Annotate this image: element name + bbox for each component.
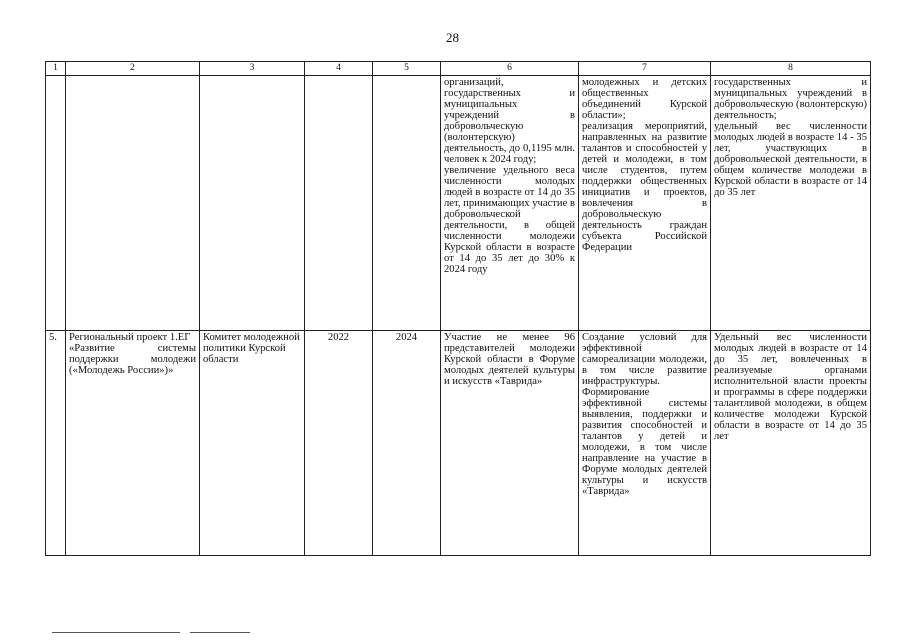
cell-start-year bbox=[305, 76, 373, 331]
page-number: 28 bbox=[446, 30, 459, 45]
header-col-4: 4 bbox=[305, 62, 373, 76]
cell-start-year: 2022 bbox=[305, 331, 373, 556]
cell-indicators: Удельный вес численности молодых людей в возрасте от 14 до 35 лет, вовлеченных в реализуемые органами исполнительной власти проекты и программы в сфере поддержки талантливой молодежи, в общем количестве молодежи Курской области в возрасте от 14 до 35 лет bbox=[711, 331, 871, 556]
continuation-row bbox=[46, 76, 871, 331]
header-col-7: 7 bbox=[579, 62, 711, 76]
header-col-1: 1 bbox=[46, 62, 66, 76]
measures-table bbox=[45, 61, 871, 556]
header-col-3: 3 bbox=[200, 62, 305, 76]
cell-result: организаций, государственных и муниципальных учреждений в добровольческую (волонтерскую) деятельность, до 0,1195 млн. человек к 2024 году; увеличение удельного веса численности молодых людей в возрасте от 14 до 35 лет, принимающих участие в добровольческой деятельности, в общей численности молодежи Курской области в возрасте от 14 до 35 лет до 30% к 2024 году bbox=[441, 76, 579, 331]
cell-number bbox=[46, 76, 66, 331]
cell-executor bbox=[200, 76, 305, 331]
cell-project bbox=[66, 76, 200, 331]
header-col-8: 8 bbox=[711, 62, 871, 76]
cell-end-year bbox=[373, 76, 441, 331]
cell-number: 5. bbox=[46, 331, 66, 556]
cell-activities: молодежных и детских общественных объединений Курской области»; реализация мероприятий, направленных на развитие талантов и способностей у детей и молодежи, в том числе студентов, путем поддержки общественных инициатив и проектов, вовлечения в добровольческую деятельность граждан субъекта Российской Федерации bbox=[579, 76, 711, 331]
footer-rule bbox=[52, 632, 180, 633]
header-col-5: 5 bbox=[373, 62, 441, 76]
table-row-5 bbox=[46, 331, 871, 556]
header-col-2: 2 bbox=[66, 62, 200, 76]
cell-activities: Создание условий для эффективной самореализации молодежи, в том числе развитие инфраструктуры. Формирование эффективной системы выявления, поддержки и развития способностей и талантов у детей и молодежи, в том числе направление на участие в Форуме молодых деятелей культуры и искусств «Таврида» bbox=[579, 331, 711, 556]
cell-project: Региональный проект 1.ЕГ «Развитие системы поддержки молодежи («Молодежь России»)» bbox=[66, 331, 200, 556]
cell-indicators: государственных и муниципальных учреждений в добровольческую (волонтерскую) деятельность; удельный вес численности молодых людей в возрасте 14 - 35 лет, участвующих в добровольческой деятельности, в общем количестве молодежи в Курской области в возрасте от 14 до 35 лет bbox=[711, 76, 871, 331]
cell-end-year: 2024 bbox=[373, 331, 441, 556]
header-col-6: 6 bbox=[441, 62, 579, 76]
footer-rule bbox=[190, 632, 250, 633]
cell-executor: Комитет молодежной политики Курской области bbox=[200, 331, 305, 556]
header-row bbox=[46, 62, 871, 76]
cell-result: Участие не менее 96 представителей молодежи Курской области в Форуме молодых деятелей культуры и искусств «Таврида» bbox=[441, 331, 579, 556]
